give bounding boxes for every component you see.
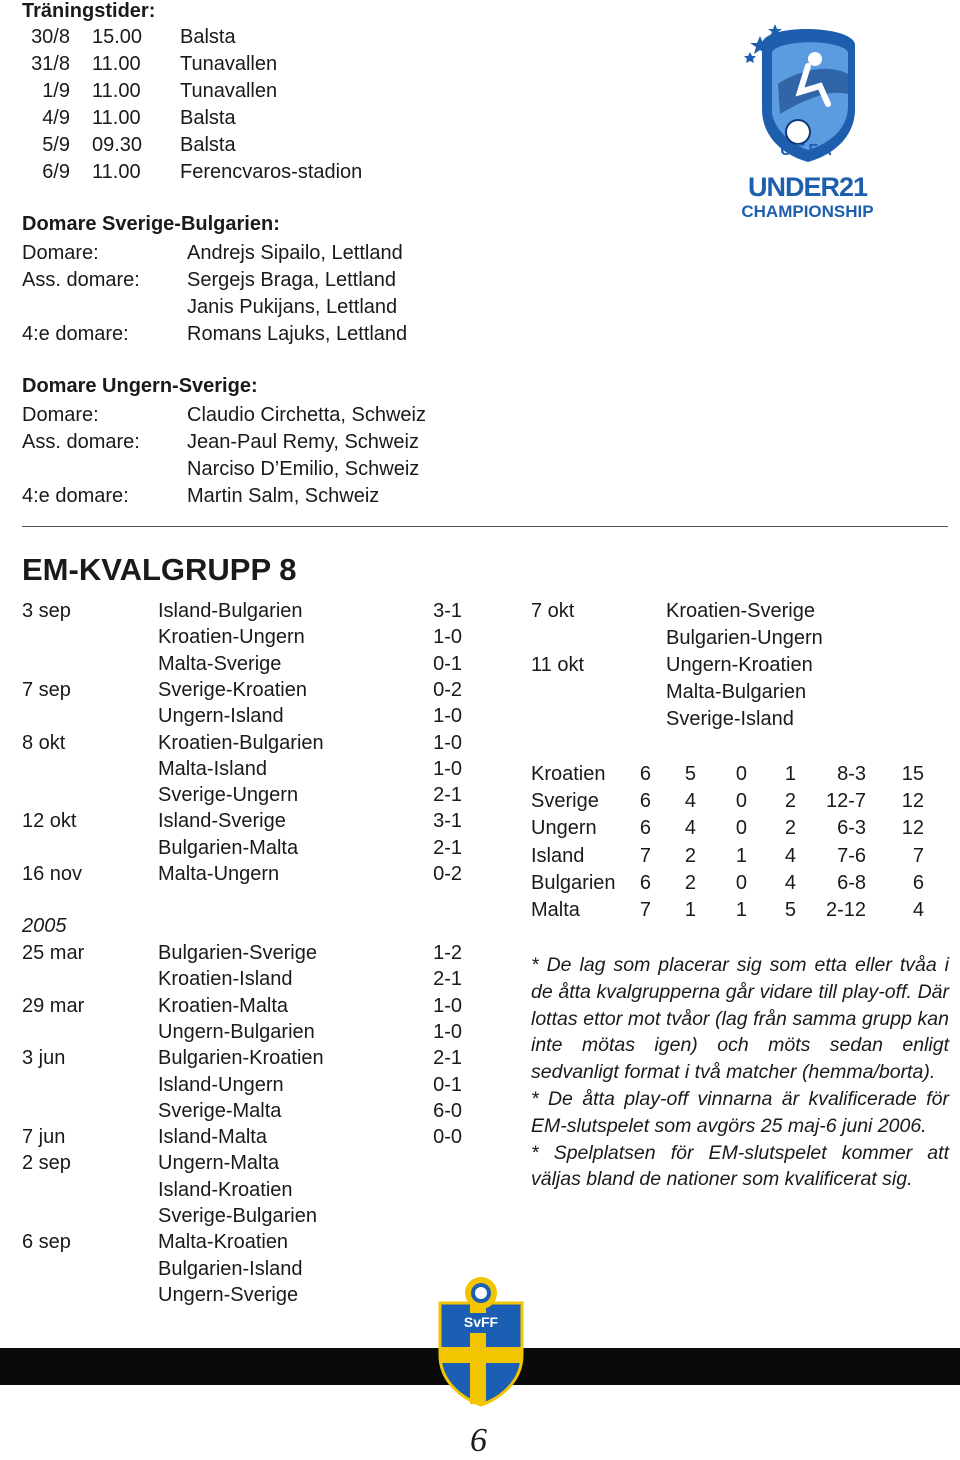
match-teams: Island-Ungern [158,1073,284,1096]
standings-l: 2 [784,790,796,813]
standings-row [531,761,931,788]
standings-row [531,788,931,815]
match-teams: Kroatien-Ungern [158,626,305,649]
standings-goals: 12-7 [825,790,866,813]
standings-l: 1 [784,763,796,785]
match-score: 3-1 [433,600,462,622]
match-teams: Kroatien-Bulgarien [158,731,324,754]
standings-w: 2 [684,871,696,894]
standings-w: 5 [684,763,696,785]
referee-name: Narciso D’Emilio, Schweiz [187,458,420,480]
training-date: 4/9 [42,107,70,129]
referee-name: Romans Lajuks, Lettland [187,323,408,345]
training-date: 6/9 [42,161,70,183]
training-venue: Ferencvaros-stadion [180,161,363,183]
standings-l: 5 [784,899,796,921]
match-row [22,624,462,650]
referee-name: Janis Pukijans, Lettland [187,296,398,318]
standings-pts: 12 [901,790,924,813]
standings-d: 0 [735,817,747,840]
training-venue: Balsta [180,107,236,129]
match-row [22,1019,462,1045]
match-date: 3 jun [22,1047,66,1070]
match-score: 1-0 [433,1020,462,1043]
training-title: Träningstider: [22,0,156,22]
standings-p: 7 [639,899,651,921]
standings-goals: 2-12 [825,899,866,921]
logo-championship: CHAMPIONSHIP [741,202,874,221]
match-teams: Bulgarien-Sverige [158,942,317,964]
match-score: 6-0 [433,1099,462,1122]
match-row [22,1256,462,1282]
section-divider [22,526,948,527]
standings-goals: 6-3 [837,817,866,840]
standings-team: Bulgarien [531,871,616,894]
standings-l: 4 [784,844,796,867]
match-row [22,756,462,782]
training-date: 1/9 [42,80,70,102]
training-time: 11.00 [92,107,141,129]
match-teams: Island-Bulgarien [158,600,303,622]
standings-w: 4 [684,817,696,840]
match-date: 11 okt [531,654,584,676]
referee-title-2: Domare Ungern-Sverige: [22,375,258,397]
standings-pts: 4 [912,899,924,921]
match-row [22,861,462,887]
standings-goals: 6-8 [837,871,866,894]
match-date: 8 okt [22,731,66,754]
standings-goals: 8-3 [837,763,866,785]
match-row [22,1072,462,1098]
match-row [22,703,462,729]
match-teams: Island-Kroatien [158,1178,293,1201]
match-teams: Ungern-Kroatien [666,654,813,676]
referee-name: Jean-Paul Remy, Schweiz [187,431,419,453]
match-teams: Sverige-Island [666,708,794,730]
match-teams: Sverige-Malta [158,1099,282,1122]
match-teams: Island-Malta [158,1126,267,1149]
standings-p: 6 [639,790,651,813]
match-score: 2-1 [433,968,462,991]
standings-d: 1 [735,899,747,921]
match-score: 0-2 [433,678,462,701]
match-score: 1-0 [433,705,462,728]
standings-row [531,870,931,897]
standings-l: 4 [784,871,796,894]
note-paragraph: * De lag som placerar sig som etta eller tvåa i de åtta kvalgrupperna går vidare till play-off. Där lottas ettor mot tvåor (lag från samma grupp kan inte mötas igen) och möts sedan enligt sedvanligt format i två matcher (hemma/borta). [531,954,949,1084]
standings-p: 7 [639,844,651,867]
referee-role: Ass. domare: [22,269,140,291]
training-venue: Balsta [180,134,236,156]
standings-d: 0 [735,871,747,894]
match-teams: Kroatien-Island [158,968,293,991]
match-teams: Bulgarien-Island [158,1257,303,1280]
referee-role: Domare: [22,404,99,426]
match-teams: Sverige-Ungern [158,784,299,807]
standings-pts: 15 [901,763,924,785]
standings-team: Ungern [531,817,597,840]
match-teams: Ungern-Island [158,705,284,728]
standings-team: Malta [531,899,580,921]
training-date: 30/8 [31,26,70,48]
standings-w: 4 [684,790,696,813]
match-row [22,1150,462,1176]
match-row [22,993,462,1019]
standings-pts: 12 [901,817,924,840]
referee-role: Ass. domare: [22,431,140,453]
training-time: 11.00 [92,161,141,183]
standings-l: 2 [784,817,796,840]
match-score: 1-0 [433,626,462,649]
match-row [22,940,462,966]
match-teams: Bulgarien-Kroatien [158,1047,324,1070]
page-number: 6 [470,1422,487,1459]
svff-shield-icon [436,1275,526,1407]
referee-role: 4:e domare: [22,323,129,345]
year-label: 2005 [22,915,67,937]
standings-row [531,843,931,870]
match-score: 3-1 [433,810,462,833]
match-score: 1-0 [433,731,462,754]
match-teams: Kroatien-Sverige [666,600,815,622]
training-venue: Tunavallen [180,80,278,102]
match-teams: Sverige-Kroatien [158,678,307,701]
match-date: 25 mar [22,942,85,964]
uefa-text: UEFA [780,142,835,159]
standings-team: Sverige [531,790,599,813]
match-score: 2-1 [433,1047,462,1070]
match-teams: Island-Sverige [158,810,286,833]
training-time: 09.30 [92,134,143,156]
match-row [22,835,462,861]
referee-name: Claudio Circhetta, Schweiz [187,404,426,426]
match-date: 7 sep [22,678,71,701]
standings-p: 6 [639,871,651,894]
match-teams: Malta-Sverige [158,652,282,675]
match-teams: Bulgarien-Ungern [666,627,823,649]
match-row [22,1229,462,1255]
standings-w: 1 [684,899,696,921]
referee-name: Martin Salm, Schweiz [187,485,380,507]
match-row [22,1124,462,1150]
match-score: 0-2 [433,863,462,885]
match-date: 12 okt [22,810,77,833]
match-score: 1-0 [433,757,462,780]
match-teams: Ungern-Bulgarien [158,1020,315,1043]
group-title: EM-KVALGRUPP 8 [22,552,297,587]
standings-d: 0 [735,790,747,813]
match-teams: Malta-Island [158,757,267,780]
standings-p: 6 [639,763,651,785]
standings-p: 6 [639,817,651,840]
standings-w: 2 [684,844,696,867]
match-row [22,808,462,834]
standings-d: 0 [735,763,747,785]
match-teams: Ungern-Malta [158,1152,280,1175]
training-time: 11.00 [92,80,141,102]
note-paragraph: * Spelplatsen för EM-slutspelet kommer att väljas bland de nationer som kvalificerat sig. [531,1141,949,1191]
match-row [22,677,462,703]
svff-label: SvFF [463,1314,499,1330]
match-score: 2-1 [433,784,462,807]
uefa-u21-logo [720,14,895,226]
match-teams: Bulgarien-Malta [158,836,299,859]
match-date: 7 jun [22,1126,66,1149]
match-date: 2 sep [22,1152,71,1175]
match-row [22,1203,462,1229]
referee-role: Domare: [22,242,99,264]
match-date: 7 okt [531,600,575,622]
standings-d: 1 [735,844,747,867]
match-score: 0-1 [433,652,462,675]
logo-under21: UNDER21 [747,172,868,202]
match-score: 0-1 [433,1073,462,1096]
standings-row [531,897,931,924]
match-teams: Malta-Ungern [158,863,280,885]
training-time: 15.00 [92,26,143,48]
training-venue: Tunavallen [180,53,278,75]
match-row [22,1177,462,1203]
match-teams: Ungern-Sverige [158,1283,299,1306]
match-row [22,1045,462,1071]
match-row [22,651,462,677]
match-score: 1-0 [433,994,462,1017]
note-paragraph: * De åtta play-off vinnarna är kvalificerade för EM-slutspelet som avgörs 25 maj-6 juni 2006. [531,1087,949,1137]
referee-title-1: Domare Sverige-Bulgarien: [22,213,280,235]
match-teams: Malta-Bulgarien [666,681,807,703]
match-date: 6 sep [22,1231,71,1254]
referee-name: Andrejs Sipailo, Lettland [187,242,403,264]
match-teams: Malta-Kroatien [158,1231,289,1254]
match-row [22,1098,462,1124]
svff-crest [436,1275,526,1407]
match-row [22,782,462,808]
training-venue: Balsta [180,26,236,48]
training-date: 31/8 [31,53,70,75]
standings-team: Island [531,844,585,867]
match-score: 0-0 [433,1126,462,1149]
match-date: 29 mar [22,994,85,1017]
standings-goals: 7-6 [837,844,866,867]
standings-pts: 6 [912,871,924,894]
referee-name: Sergejs Braga, Lettland [187,269,397,291]
match-row [22,1282,462,1308]
match-score: 2-1 [433,836,462,859]
match-row [22,598,462,624]
match-teams: Sverige-Bulgarien [158,1205,317,1227]
match-row [22,966,462,992]
standings-pts: 7 [912,844,924,867]
match-row [22,730,462,756]
match-date: 16 nov [22,863,83,885]
referee-role: 4:e domare: [22,485,129,507]
training-time: 11.00 [92,53,141,75]
standings-team: Kroatien [531,763,606,785]
match-score: 1-2 [433,942,462,964]
match-teams: Kroatien-Malta [158,994,289,1017]
training-date: 5/9 [42,134,70,156]
standings-row [531,815,931,842]
match-date: 3 sep [22,600,71,622]
qualification-notes [531,952,949,1193]
